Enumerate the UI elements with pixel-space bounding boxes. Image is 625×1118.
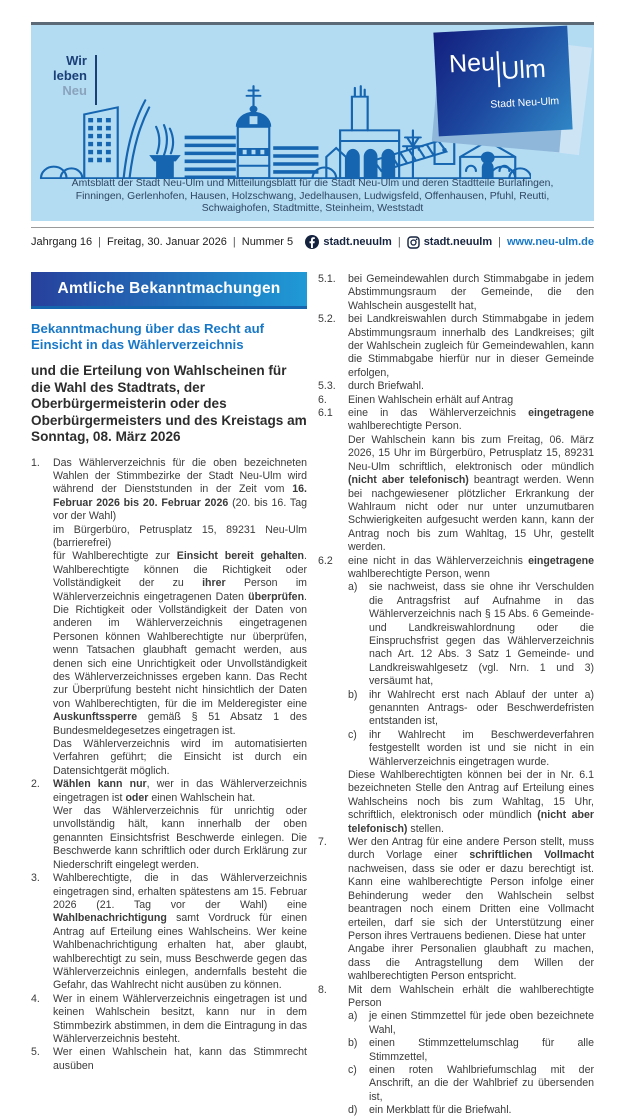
list-item-number: 6.2 xyxy=(318,554,333,567)
list-item-text: bei Gemeindewahlen durch Stimmabgabe in jedem Abstimmungsraum der Gemeinde, die den Wahlschein ausgestellt hat, xyxy=(348,273,594,312)
separator: | xyxy=(98,236,102,248)
website-link[interactable]: www.neu-ulm.de xyxy=(507,236,594,248)
slogan-line-1: Wir xyxy=(66,53,87,68)
separator: | xyxy=(498,236,501,248)
list-item-text: einen roten Wahlbriefumschlag mit der Anschrift, an die der Wahlbrief zu übersenden ist, xyxy=(369,1063,594,1103)
list-item-text: sie nachweist, dass sie ohne ihr Verschulden die Antragsfrist auf Aufnahme in das Wählerverzeichnis nach § 15 Abs. 6 Gemeinde- und Landkreiswahlordnung oder die Einspruchsfrist gegen das Wählerverzeichnis nach Art. 12 Abs. 3 Satz 1 Gemeinde- und Landkreiswahlgesetz (vgl. Nrn. 1 und 3) versäumt hat, xyxy=(369,581,594,688)
list-item xyxy=(318,1104,594,1117)
list-item-number: a) xyxy=(348,1010,358,1023)
list-item-number: 7. xyxy=(318,836,327,849)
list-item xyxy=(318,984,594,1011)
list-item xyxy=(318,555,594,582)
document-body xyxy=(31,272,594,1118)
list-item-number: d) xyxy=(348,1104,358,1117)
logo-wordmark xyxy=(448,42,558,84)
numbered-list-left xyxy=(31,457,307,1074)
facebook-handle[interactable]: stadt.neuulm xyxy=(323,236,392,248)
list-item xyxy=(318,689,594,729)
logo-text-ulm: Ulm xyxy=(500,54,547,85)
list-item-text: Wer den Antrag für eine andere Person stellt, muss durch Vorlage einer schriftlichen Vollmacht nachweisen, dass sie oder er dazu berechtigt ist. Kann eine wahlberechtigte Person infolge einer Behinderung weder den Wahlschein selbst beantragen noch einem Dritten eine Vollmacht erteilen, darf sie sich der Unterstützung einer Person ihres Vertrauens bedienen. Diese hat unter Angabe ihrer Personalien glaubhaft zu machen, dass die Antragstellung dem Willen der wahlberechtigten Person entspricht. xyxy=(348,836,594,983)
list-item xyxy=(31,457,307,779)
list-item-number: c) xyxy=(348,1063,357,1076)
issue-info xyxy=(31,236,293,248)
list-item-text: eine nicht in das Wählerverzeichnis eingetragene wahlberechtigte Person, wenn xyxy=(348,554,594,580)
list-item-number: 8. xyxy=(318,983,327,996)
list-item xyxy=(318,380,594,393)
issue-number: Nummer 5 xyxy=(241,236,294,248)
list-item xyxy=(31,872,307,993)
issue-date: Freitag, 30. Januar 2026 xyxy=(107,236,227,248)
list-item xyxy=(318,407,594,554)
separator: | xyxy=(397,236,401,248)
issue-meta-bar xyxy=(31,234,594,250)
column-left xyxy=(31,272,307,1118)
list-item-number: 5.2. xyxy=(318,313,336,326)
masthead-description: Amtsblatt der Stadt Neu-Ulm und Mitteilungsblatt für die Stadt Neu-Ulm und deren Stadtteile Burlafingen, Finningen, Gerlenhofen, Hausen, Holzschwang, Jedelhausen, Ludwigsfeld, Offenhausen, Pfuhl, Reutti, Schwaighofen, Stadtmitte, Steinheim, Weststadt xyxy=(71,178,554,215)
list-item-number: 5. xyxy=(31,1046,40,1059)
list-item xyxy=(318,769,594,836)
list-item xyxy=(31,1046,307,1073)
notice-title: Bekanntmachung über das Recht auf Einsicht in das Wählerverzeichnis xyxy=(31,321,265,352)
list-item-number: b) xyxy=(348,1037,358,1050)
list-item xyxy=(31,993,307,1047)
slogan-line-2: leben xyxy=(53,68,87,83)
list-item xyxy=(318,1010,594,1037)
list-item xyxy=(318,729,594,769)
list-item-text: bei Landkreiswahlen durch Stimmabgabe in jedem Abstimmungsraum innerhalb des Landkreises; gilt der Wahlschein zugleich für Gemeindewahlen, kann die Stimmabgabe hierfür nur in dieser Gemeinde erfolgen, xyxy=(348,313,594,379)
list-item-number: 5.1. xyxy=(318,273,336,285)
list-item-text: einen Stimmzettelumschlag für alle Stimmzettel, xyxy=(369,1037,594,1063)
list-item-text: durch Briefwahl. xyxy=(348,380,424,393)
list-item-number: a) xyxy=(348,581,358,594)
masthead xyxy=(31,22,594,221)
list-item-text: ihr Wahlrecht erst nach Ablauf der unter a) genannten Antrags- oder Beschwerdefristen entstanden ist, xyxy=(369,688,594,728)
city-logo xyxy=(430,29,580,159)
slogan-line-3: Neu xyxy=(62,83,87,98)
list-item-number: c) xyxy=(348,728,357,741)
logo-subtitle: Stadt Neu-Ulm xyxy=(490,95,560,111)
list-item-text: Wahlberechtigte, die in das Wählerverzeichnis eingetragen sind, erhalten spätestens am 15. Februar 2026 (21. Tag vor der Wahl) eine Wahlbenachrichtigung samt Vordruck für einen Antrag auf Erteilung eines Wahlscheins. Wer keine Wahlbenachrichtigung erhalten hat, aber glaubt, wahlberechtigt zu sein, muss Beschwerde gegen das Wählerverzeichnis einlegen, andernfalls besteht die Gefahr, das Wahlrecht nicht ausüben zu können. xyxy=(53,872,307,992)
instagram-handle[interactable]: stadt.neuulm xyxy=(423,236,493,248)
list-item xyxy=(318,1037,594,1064)
logo-box xyxy=(433,26,572,137)
notice-subtitle: und die Erteilung von Wahlscheinen für die Wahl des Stadtrats, der Oberbürgermeisterin oder des Oberbürgermeisters und des Kreistags am Sonntag, 08. März 2026 xyxy=(31,363,307,444)
issue-edition: Jahrgang 16 xyxy=(31,236,93,248)
list-item-text: Einen Wahlschein erhält auf Antrag xyxy=(348,393,514,406)
list-item xyxy=(31,778,307,872)
list-item-number xyxy=(318,769,348,836)
section-banner: Amtliche Bekanntmachungen xyxy=(31,272,307,309)
list-item-text: je einen Stimmzettel für jede oben bezeichnete Wahl, xyxy=(369,1010,594,1036)
facebook-icon[interactable] xyxy=(305,235,319,249)
list-item-number: 1. xyxy=(31,456,40,469)
column-right xyxy=(318,272,594,1118)
list-item-text: ihr Wahlrecht im Beschwerdeverfahren festgestellt worden ist und sie nicht in ein Wählerverzeichnis eingetragen wurde. xyxy=(369,728,594,768)
instagram-icon[interactable] xyxy=(407,236,420,249)
separator: | xyxy=(232,236,236,248)
list-item-text: Wer in einem Wählerverzeichnis eingetragen ist und keinen Wahlschein besitzt, kann nur in dem Stimmbezirk abstimmen, in dem die Eintragung in das Wählerverzeichnis besteht. xyxy=(53,992,307,1045)
list-item xyxy=(318,394,594,407)
list-item-number: b) xyxy=(348,688,358,701)
list-item-text: eine in das Wählerverzeichnis eingetragene wahlberechtigte Person. Der Wahlschein kann bis zum Freitag, 06. März 2026, 15 Uhr im Bürgerbüro, Petrusplatz 15, 89231 Neu-Ulm schriftlich, elektronisch oder mündlich (nicht aber telefonisch) beantragt werden. Wenn bei nachgewiesener plötzlicher Erkrankung der Wahlraum nicht oder nur unter unzumutbaren Schwierigkeiten aufgesucht werden kann, kann der Antrag noch bis zum Wahltag, 15 Uhr, gestellt werden. xyxy=(348,407,594,554)
list-item xyxy=(318,313,594,380)
social-links xyxy=(305,235,594,249)
list-item-text: ein Merkblatt für die Briefwahl. xyxy=(369,1104,512,1117)
list-item xyxy=(318,1064,594,1104)
list-item-number: 5.3. xyxy=(318,380,336,393)
list-item-text: Diese Wahlberechtigten können bei der in Nr. 6.1 bezeichneten Stelle den Antrag auf Erteilung eines Wahlscheins noch bis zum Wahltag, 15 Uhr, schriftlich, elektronisch oder mündlich (nicht aber telefonisch) stellen. xyxy=(348,769,595,835)
list-item xyxy=(318,836,594,983)
list-item xyxy=(318,581,594,688)
logo-text-neu: Neu xyxy=(448,48,496,79)
numbered-list-right xyxy=(318,273,594,1118)
list-item-text: Wer einen Wahlschein hat, kann das Stimmrecht ausüben xyxy=(53,1046,307,1072)
list-item-number: 6. xyxy=(318,393,327,406)
list-item-number: 3. xyxy=(31,872,40,885)
list-item-text: Das Wählerverzeichnis für die oben bezeichneten Wahlen der Stimmbezirke der Stadt Neu-Ulm wird während der Dienststunden in der Zeit vom 16. Februar 2026 bis 20. Februar 2026 (20. bis 16. Tag vor der Wahl) im Bürgerbüro, Petrusplatz 15, 89231 Neu-Ulm (barrierefrei) für Wahlberechtigte zur Einsicht bereit gehalten. Wahlberechtigte können die Richtigkeit oder Vollständigkeit der zu ihrer Person im Wählerverzeichnis eingetragenen Daten überprüfen. Die Richtigkeit oder Vollständigkeit der Daten von anderen im Wählerverzeichnis eingetragenen Personen können Wahlberechtigte nur überprüfen, wenn Tatsachen glaubhaft gemacht werden, aus denen sich eine Unrichtigkeit oder Unvollständigkeit des Wählerverzeichnisses ergeben kann. Das Recht zur Überprüfung besteht nicht hinsichtlich der Daten von Wahlberechtigten, für die im Melderegister eine Auskunftssperre gemäß § 51 Absatz 1 des Bundesmeldegesetzes eingetragen ist. Das Wählerverzeichnis wird im automatisierten Verfahren geführt; die Einsicht ist durch ein Datensichtgerät möglich. xyxy=(53,456,307,777)
list-item-number: 2. xyxy=(31,778,40,791)
list-item-text: Mit dem Wahlschein erhält die wahlberechtigte Person xyxy=(348,983,594,1009)
meta-divider-rule xyxy=(31,227,594,228)
list-item-number: 6.1 xyxy=(318,407,333,420)
list-item xyxy=(318,273,594,313)
list-item-number: 4. xyxy=(31,992,40,1005)
list-item-text: Wählen kann nur, wer in das Wählerverzeichnis eingetragen ist oder einen Wahlschein hat. Wer das Wählerverzeichnis für unrichtig oder unvollständig hält, kann innerhalb der oben genannten Einsichtsfrist Beschwerde einlegen. Die Beschwerde kann schriftlich oder durch Erklärung zur Niederschrift eingelegt werden. xyxy=(53,778,307,871)
